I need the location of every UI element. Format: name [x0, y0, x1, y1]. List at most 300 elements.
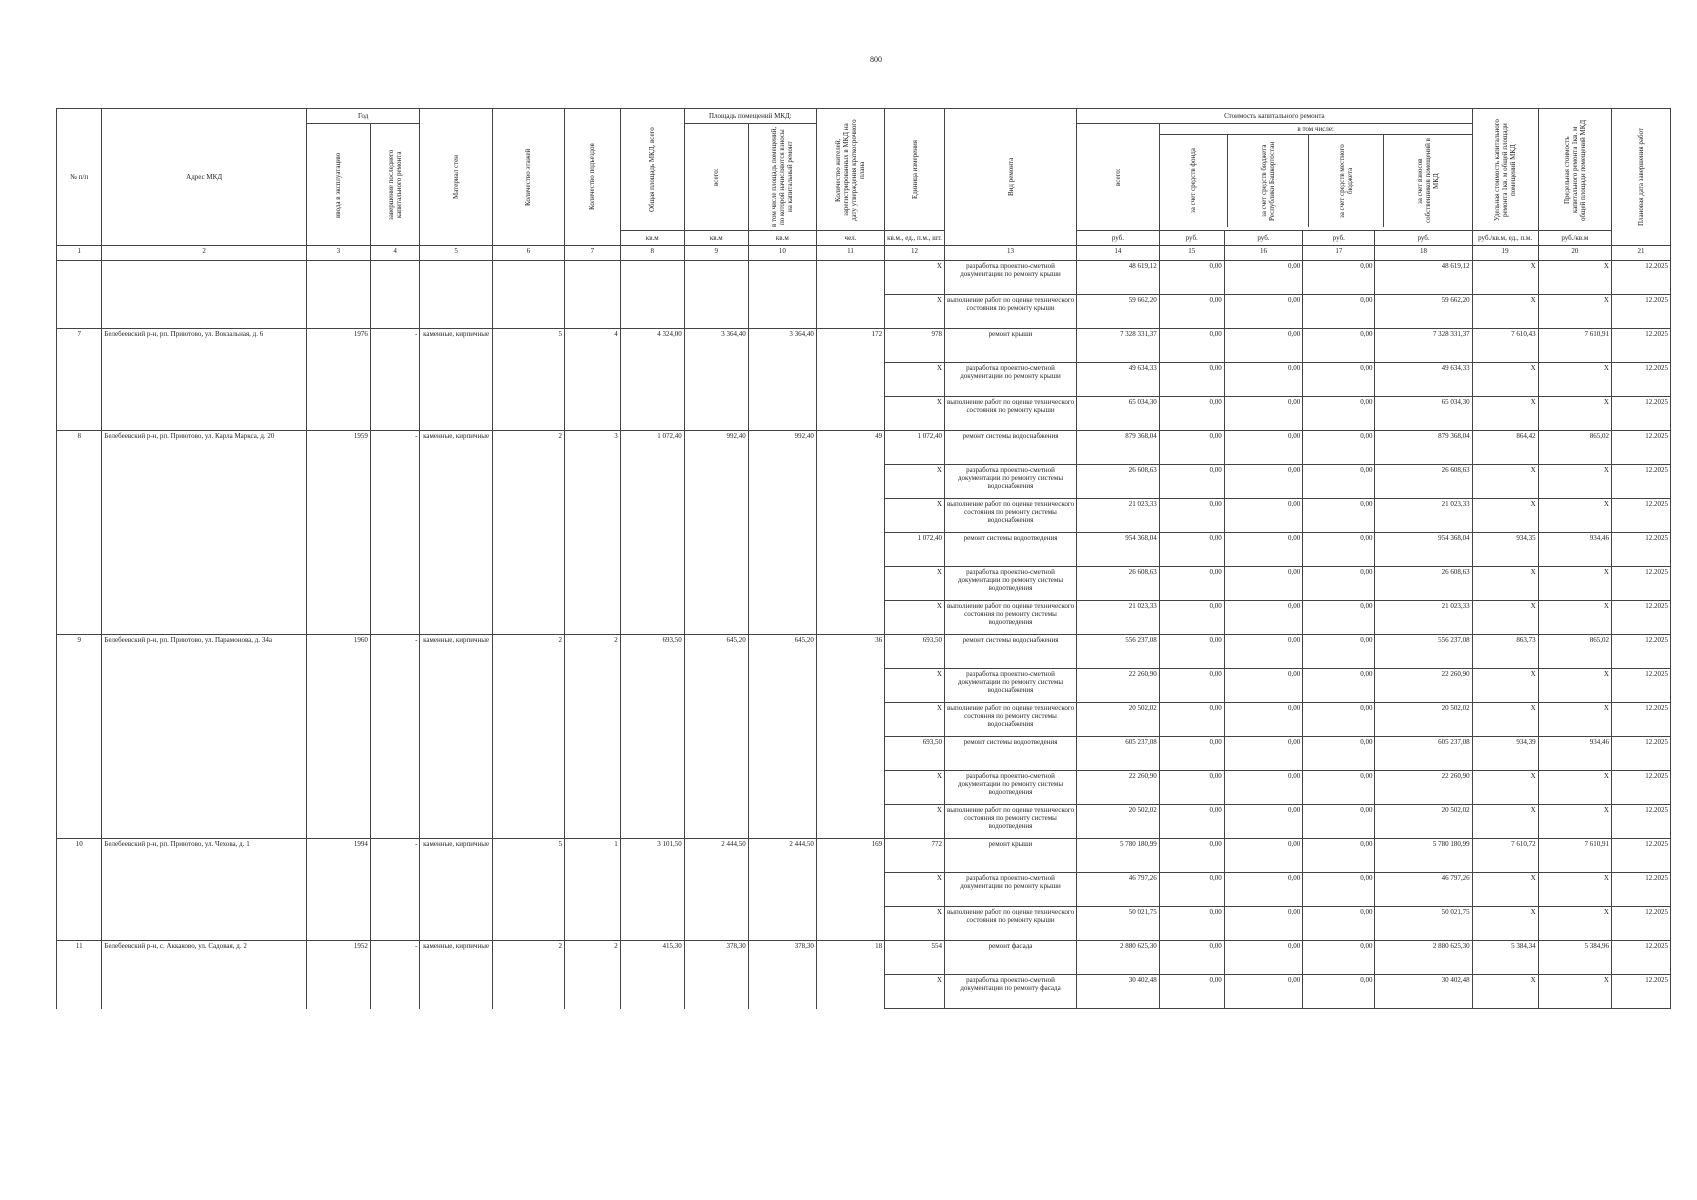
- premises-total: 3 364,40: [684, 329, 748, 363]
- cost-total: 26 608,63: [1077, 567, 1160, 601]
- residents: [816, 601, 884, 635]
- limit-cost: 934,46: [1538, 533, 1611, 567]
- header-year-group: Год: [306, 109, 420, 124]
- row-number: [57, 499, 102, 533]
- year-entry: 1976: [306, 329, 370, 363]
- unit-cost: X: [1472, 261, 1538, 295]
- cost-local: 0,00: [1303, 567, 1375, 601]
- limit-cost: X: [1538, 771, 1611, 805]
- premises-total: [684, 261, 748, 295]
- year-last-repair: [370, 397, 420, 431]
- table-row: [57, 635, 1671, 669]
- capital-repair-table-sheet: [56, 108, 1671, 1009]
- limit-cost: X: [1538, 601, 1611, 635]
- header-unit-cost: Удельная стоимость капитального ремонта 1кв. м общей площади помещений МКД: [1472, 109, 1538, 231]
- unit-measure: 1 072,40: [885, 431, 945, 465]
- cost-total: 605 237,08: [1077, 737, 1160, 771]
- floors: [492, 295, 564, 329]
- address: [102, 397, 306, 431]
- page-number: 800: [870, 55, 882, 64]
- limit-cost: 7 610,91: [1538, 329, 1611, 363]
- cost-local: 0,00: [1303, 975, 1375, 1009]
- column-number: 11: [816, 246, 884, 261]
- table-row: [57, 703, 1671, 737]
- unit-measure: 978: [885, 329, 945, 363]
- cost-fund: 0,00: [1159, 771, 1224, 805]
- cost-fund: 0,00: [1159, 703, 1224, 737]
- premises-total: [684, 703, 748, 737]
- entrances: 4: [564, 329, 620, 363]
- address: Белебеевский р-н, с. Аккаково, ул. Садовая, д. 2: [102, 941, 306, 975]
- limit-cost: X: [1538, 873, 1611, 907]
- work-type: ремонт крыши: [944, 839, 1076, 873]
- address: [102, 601, 306, 635]
- cost-republic: 0,00: [1224, 941, 1302, 975]
- premises-total: [684, 601, 748, 635]
- header-cost-incl-block: [1159, 124, 1472, 231]
- header-entrances: Количество подъездов: [564, 109, 620, 246]
- address: [102, 465, 306, 499]
- unit-cost: X: [1472, 771, 1538, 805]
- residents: [816, 703, 884, 737]
- wall-material: [420, 261, 492, 295]
- table-row: [57, 295, 1671, 329]
- cost-republic: 0,00: [1224, 295, 1302, 329]
- unit-measure: X: [885, 295, 945, 329]
- total-area: [620, 295, 684, 329]
- cost-owners: 22 260,90: [1375, 669, 1472, 703]
- year-last-repair: -: [370, 839, 420, 873]
- year-entry: [306, 567, 370, 601]
- column-number: 7: [564, 246, 620, 261]
- table-row: [57, 907, 1671, 941]
- address: [102, 363, 306, 397]
- entrances: [564, 771, 620, 805]
- work-type: выполнение работ по оценке технического состояния по ремонту системы водоотведения: [944, 805, 1076, 839]
- unit-measure: 693,50: [885, 635, 945, 669]
- floors: [492, 465, 564, 499]
- premises-incl: [748, 975, 816, 1009]
- end-date: 12.2025: [1611, 975, 1670, 1009]
- cost-republic: 0,00: [1224, 907, 1302, 941]
- end-date: 12.2025: [1611, 737, 1670, 771]
- cost-fund: 0,00: [1159, 975, 1224, 1009]
- unit-premises-incl: кв.м: [748, 231, 816, 246]
- year-last-repair: -: [370, 941, 420, 975]
- end-date: 12.2025: [1611, 669, 1670, 703]
- floors: [492, 805, 564, 839]
- unit-measure: кв.м., ед., п.м., шт.: [885, 231, 945, 246]
- unit-residents: чел.: [816, 231, 884, 246]
- wall-material: [420, 295, 492, 329]
- address: [102, 737, 306, 771]
- end-date: 12.2025: [1611, 533, 1670, 567]
- cost-owners: 21 023,33: [1375, 499, 1472, 533]
- cost-local: 0,00: [1303, 465, 1375, 499]
- premises-incl: 2 444,50: [748, 839, 816, 873]
- table-row: [57, 669, 1671, 703]
- cost-fund: 0,00: [1159, 873, 1224, 907]
- total-area: [620, 567, 684, 601]
- entrances: [564, 601, 620, 635]
- cost-total: 59 662,20: [1077, 295, 1160, 329]
- entrances: [564, 669, 620, 703]
- end-date: 12.2025: [1611, 261, 1670, 295]
- wall-material: [420, 771, 492, 805]
- year-entry: [306, 771, 370, 805]
- wall-material: [420, 703, 492, 737]
- column-number: 16: [1224, 246, 1302, 261]
- column-number: 21: [1611, 246, 1670, 261]
- row-number: [57, 601, 102, 635]
- row-number: [57, 363, 102, 397]
- wall-material: каменные, кирпичные: [420, 329, 492, 363]
- cost-owners: 46 797,26: [1375, 873, 1472, 907]
- row-number: [57, 567, 102, 601]
- cost-fund: 0,00: [1159, 839, 1224, 873]
- year-last-repair: -: [370, 329, 420, 363]
- premises-incl: 378,30: [748, 941, 816, 975]
- premises-incl: 3 364,40: [748, 329, 816, 363]
- table-row: [57, 601, 1671, 635]
- header-cost-fund: за счет средств фонда: [1160, 135, 1228, 227]
- work-type: ремонт фасада: [944, 941, 1076, 975]
- total-area: [620, 771, 684, 805]
- year-last-repair: [370, 567, 420, 601]
- premises-incl: [748, 363, 816, 397]
- year-entry: [306, 737, 370, 771]
- cost-owners: 7 328 331,37: [1375, 329, 1472, 363]
- work-type: выполнение работ по оценке технического состояния по ремонту крыши: [944, 907, 1076, 941]
- cost-owners: 50 021,75: [1375, 907, 1472, 941]
- floors: 5: [492, 329, 564, 363]
- entrances: 2: [564, 941, 620, 975]
- premises-incl: [748, 533, 816, 567]
- row-number: [57, 397, 102, 431]
- end-date: 12.2025: [1611, 431, 1670, 465]
- unit-measure: 693,50: [885, 737, 945, 771]
- total-area: [620, 397, 684, 431]
- row-number: [57, 465, 102, 499]
- entrances: [564, 499, 620, 533]
- unit-measure: X: [885, 669, 945, 703]
- limit-cost: X: [1538, 397, 1611, 431]
- row-number: [57, 295, 102, 329]
- residents: [816, 499, 884, 533]
- entrances: 3: [564, 431, 620, 465]
- cost-owners: 26 608,63: [1375, 567, 1472, 601]
- row-number: [57, 873, 102, 907]
- year-last-repair: [370, 669, 420, 703]
- unit-measure: X: [885, 499, 945, 533]
- year-entry: [306, 295, 370, 329]
- year-entry: 1960: [306, 635, 370, 669]
- unit-measure: X: [885, 465, 945, 499]
- year-entry: [306, 261, 370, 295]
- header-cost-incl: в том числе:: [1160, 124, 1472, 135]
- total-area: [620, 873, 684, 907]
- cost-local: 0,00: [1303, 635, 1375, 669]
- premises-incl: [748, 567, 816, 601]
- unit-cost: X: [1472, 499, 1538, 533]
- end-date: 12.2025: [1611, 941, 1670, 975]
- table-header: [57, 109, 1671, 261]
- unit-measure: 554: [885, 941, 945, 975]
- cost-fund: 0,00: [1159, 737, 1224, 771]
- cost-local: 0,00: [1303, 499, 1375, 533]
- premises-total: [684, 873, 748, 907]
- cost-republic: 0,00: [1224, 397, 1302, 431]
- unit-cost: X: [1472, 295, 1538, 329]
- premises-incl: [748, 601, 816, 635]
- cost-total: 46 797,26: [1077, 873, 1160, 907]
- unit-cost: X: [1472, 703, 1538, 737]
- end-date: 12.2025: [1611, 907, 1670, 941]
- floors: [492, 533, 564, 567]
- cost-total: 49 634,33: [1077, 363, 1160, 397]
- cost-local: 0,00: [1303, 873, 1375, 907]
- row-number: [57, 805, 102, 839]
- table-row: [57, 261, 1671, 295]
- cost-owners: 2 880 625,30: [1375, 941, 1472, 975]
- floors: 2: [492, 431, 564, 465]
- cost-owners: 21 023,33: [1375, 601, 1472, 635]
- year-entry: [306, 465, 370, 499]
- header-cost-total: всего:: [1077, 124, 1160, 231]
- floors: 2: [492, 941, 564, 975]
- cost-local: 0,00: [1303, 805, 1375, 839]
- year-last-repair: [370, 703, 420, 737]
- unit-cost: 864,42: [1472, 431, 1538, 465]
- cost-local: 0,00: [1303, 737, 1375, 771]
- floors: [492, 907, 564, 941]
- entrances: [564, 873, 620, 907]
- table-row: [57, 397, 1671, 431]
- cost-local: 0,00: [1303, 771, 1375, 805]
- wall-material: [420, 907, 492, 941]
- address: [102, 805, 306, 839]
- header-premises-incl: в том числе площадь помещений, по которой начисляются взносы на капитальный ремонт: [748, 124, 816, 231]
- cost-owners: 49 634,33: [1375, 363, 1472, 397]
- cost-total: 50 021,75: [1077, 907, 1160, 941]
- premises-total: 378,30: [684, 941, 748, 975]
- table-row: [57, 873, 1671, 907]
- end-date: 12.2025: [1611, 771, 1670, 805]
- year-last-repair: [370, 907, 420, 941]
- entrances: [564, 363, 620, 397]
- unit-measure: X: [885, 567, 945, 601]
- address: [102, 533, 306, 567]
- address: [102, 295, 306, 329]
- row-number: [57, 907, 102, 941]
- premises-incl: [748, 737, 816, 771]
- year-entry: [306, 805, 370, 839]
- header-year-last-repair: завершение последнего капитального ремонта: [370, 124, 420, 246]
- cost-fund: 0,00: [1159, 329, 1224, 363]
- cost-local: 0,00: [1303, 261, 1375, 295]
- cost-fund: 0,00: [1159, 805, 1224, 839]
- table-row: [57, 771, 1671, 805]
- cost-republic: 0,00: [1224, 873, 1302, 907]
- wall-material: [420, 601, 492, 635]
- end-date: 12.2025: [1611, 839, 1670, 873]
- work-type: разработка проектно-сметной документации по ремонту системы водоснабжения: [944, 465, 1076, 499]
- year-entry: [306, 397, 370, 431]
- table-row: [57, 363, 1671, 397]
- work-type: разработка проектно-сметной документации по ремонту крыши: [944, 363, 1076, 397]
- total-area: [620, 363, 684, 397]
- residents: [816, 465, 884, 499]
- cost-owners: 954 368,04: [1375, 533, 1472, 567]
- total-area: [620, 601, 684, 635]
- year-last-repair: [370, 975, 420, 1009]
- cost-total: 556 237,08: [1077, 635, 1160, 669]
- cost-republic: 0,00: [1224, 635, 1302, 669]
- end-date: 12.2025: [1611, 499, 1670, 533]
- address: Белебеевский р-н, рп. Приютово, ул. Чехова, д. 1: [102, 839, 306, 873]
- premises-total: [684, 771, 748, 805]
- unit-measure: 772: [885, 839, 945, 873]
- cost-fund: 0,00: [1159, 261, 1224, 295]
- premises-incl: [748, 703, 816, 737]
- entrances: [564, 703, 620, 737]
- premises-incl: [748, 261, 816, 295]
- end-date: 12.2025: [1611, 329, 1670, 363]
- cost-republic: 0,00: [1224, 703, 1302, 737]
- entrances: [564, 465, 620, 499]
- cost-owners: 879 368,04: [1375, 431, 1472, 465]
- cost-total: 26 608,63: [1077, 465, 1160, 499]
- unit-cost: X: [1472, 669, 1538, 703]
- residents: [816, 771, 884, 805]
- cost-republic: 0,00: [1224, 533, 1302, 567]
- premises-total: [684, 465, 748, 499]
- premises-incl: [748, 295, 816, 329]
- floors: [492, 703, 564, 737]
- table-row: [57, 975, 1671, 1009]
- table-row: [57, 499, 1671, 533]
- entrances: 1: [564, 839, 620, 873]
- premises-total: [684, 295, 748, 329]
- end-date: 12.2025: [1611, 397, 1670, 431]
- header-work-type: Вид ремонта: [944, 109, 1076, 246]
- limit-cost: X: [1538, 703, 1611, 737]
- address: [102, 499, 306, 533]
- address: [102, 261, 306, 295]
- floors: [492, 499, 564, 533]
- cost-fund: 0,00: [1159, 465, 1224, 499]
- limit-cost: X: [1538, 907, 1611, 941]
- header-premises-area-group: Площадь помещений МКД:: [684, 109, 816, 124]
- row-number: [57, 771, 102, 805]
- floors: [492, 567, 564, 601]
- wall-material: [420, 873, 492, 907]
- cost-fund: 0,00: [1159, 499, 1224, 533]
- total-area: [620, 669, 684, 703]
- residents: 36: [816, 635, 884, 669]
- cost-local: 0,00: [1303, 601, 1375, 635]
- address: [102, 703, 306, 737]
- premises-incl: [748, 771, 816, 805]
- address: [102, 669, 306, 703]
- header-end-date: Плановая дата завершения работ: [1611, 109, 1670, 246]
- work-type: ремонт системы водоснабжения: [944, 431, 1076, 465]
- entrances: 2: [564, 635, 620, 669]
- limit-cost: 7 610,91: [1538, 839, 1611, 873]
- year-last-repair: [370, 771, 420, 805]
- unit-measure: X: [885, 805, 945, 839]
- cost-local: 0,00: [1303, 363, 1375, 397]
- residents: [816, 669, 884, 703]
- cost-owners: 30 402,48: [1375, 975, 1472, 1009]
- year-last-repair: -: [370, 431, 420, 465]
- cost-republic: 0,00: [1224, 431, 1302, 465]
- end-date: 12.2025: [1611, 295, 1670, 329]
- year-entry: 1959: [306, 431, 370, 465]
- cost-owners: 556 237,08: [1375, 635, 1472, 669]
- cost-local: 0,00: [1303, 839, 1375, 873]
- address: [102, 975, 306, 1009]
- unit-cost: X: [1472, 465, 1538, 499]
- work-type: выполнение работ по оценке технического состояния по ремонту крыши: [944, 295, 1076, 329]
- column-number: 4: [370, 246, 420, 261]
- cost-total: 5 780 180,99: [1077, 839, 1160, 873]
- premises-total: [684, 907, 748, 941]
- end-date: 12.2025: [1611, 465, 1670, 499]
- table-row: [57, 329, 1671, 363]
- header-address: Адрес МКД: [102, 109, 306, 246]
- row-number: 7: [57, 329, 102, 363]
- premises-total: [684, 805, 748, 839]
- limit-cost: X: [1538, 567, 1611, 601]
- premises-total: 645,20: [684, 635, 748, 669]
- wall-material: каменные, кирпичные: [420, 839, 492, 873]
- year-entry: [306, 975, 370, 1009]
- total-area: [620, 975, 684, 1009]
- premises-incl: [748, 465, 816, 499]
- cost-fund: 0,00: [1159, 295, 1224, 329]
- residents: 18: [816, 941, 884, 975]
- unit-cost-local: руб.: [1303, 231, 1375, 246]
- premises-incl: [748, 907, 816, 941]
- total-area: [620, 737, 684, 771]
- limit-cost: X: [1538, 669, 1611, 703]
- residents: [816, 567, 884, 601]
- column-number: 15: [1159, 246, 1224, 261]
- cost-total: 22 260,90: [1077, 771, 1160, 805]
- cost-republic: 0,00: [1224, 805, 1302, 839]
- premises-total: [684, 567, 748, 601]
- column-number: 19: [1472, 246, 1538, 261]
- end-date: 12.2025: [1611, 805, 1670, 839]
- entrances: [564, 907, 620, 941]
- header-premises-total: всего:: [684, 124, 748, 231]
- end-date: 12.2025: [1611, 873, 1670, 907]
- unit-cost: X: [1472, 975, 1538, 1009]
- unit-measure: X: [885, 907, 945, 941]
- cost-local: 0,00: [1303, 431, 1375, 465]
- column-number: 20: [1538, 246, 1611, 261]
- total-area: 4 324,00: [620, 329, 684, 363]
- cost-republic: 0,00: [1224, 261, 1302, 295]
- unit-cost: 5 384,34: [1472, 941, 1538, 975]
- premises-incl: [748, 873, 816, 907]
- row-number: 10: [57, 839, 102, 873]
- total-area: 693,50: [620, 635, 684, 669]
- premises-incl: [748, 805, 816, 839]
- year-entry: 1952: [306, 941, 370, 975]
- unit-measure: X: [885, 771, 945, 805]
